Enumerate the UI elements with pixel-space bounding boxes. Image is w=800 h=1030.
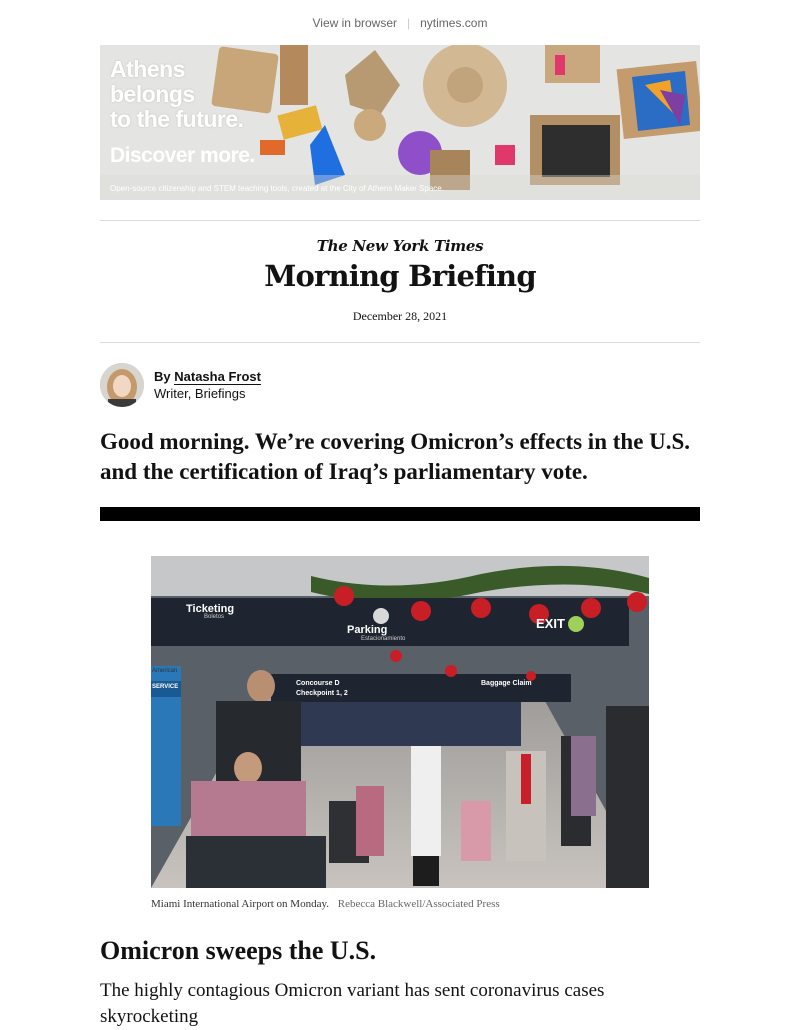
sign-service: SERVICE	[152, 684, 179, 690]
sign-parking: Parking	[347, 624, 388, 636]
ad-headline	[110, 57, 244, 132]
section-bar	[100, 507, 700, 521]
author-avatar	[100, 363, 144, 407]
sign-concourse: Concourse D	[296, 680, 340, 687]
ad-headline-line: to the future.	[110, 106, 244, 132]
author-role: Writer, Briefings	[154, 386, 246, 401]
story-headline[interactable]: Omicron sweeps the U.S.	[100, 936, 377, 965]
sign-american: American	[152, 668, 178, 674]
issue-date: December 28, 2021	[352, 309, 448, 323]
nytimes-link[interactable]: nytimes.com	[420, 15, 488, 30]
byline	[100, 343, 700, 407]
newsletter-title: Morning Briefing	[264, 259, 536, 293]
intro-text: Good morning. We’re covering Omicron’s effects in the U.S. and the certification of Iraq’s parliamentary vote.	[100, 429, 691, 484]
sign-parking-sub: Estacionamiento	[361, 636, 406, 642]
story-body: The highly contagious Omicron variant has sent coronavirus cases skyrocketing	[100, 980, 605, 1027]
top-links	[100, 0, 700, 45]
ad-headline-line: belongs	[110, 81, 195, 107]
ad-cta[interactable]: Discover more.	[110, 144, 255, 167]
view-in-browser-link[interactable]: View in browser	[312, 15, 397, 30]
photo-caption	[151, 898, 649, 910]
author-portrait	[100, 363, 144, 407]
sign-checkpoint: Checkpoint 1, 2	[296, 690, 348, 697]
caption-text: Miami International Airport on Monday.	[151, 898, 330, 910]
author-name-link[interactable]: Natasha Frost	[174, 369, 261, 384]
masthead	[100, 221, 700, 342]
sign-ticketing-sub: Boletos	[204, 614, 225, 620]
lead-photo[interactable]	[151, 556, 649, 888]
photo-credit: Rebecca Blackwell/Associated Press	[337, 898, 500, 910]
nyt-logo[interactable]: The New York Times	[316, 237, 484, 255]
separator: |	[407, 15, 411, 30]
byline-text	[154, 369, 261, 401]
advertisement-banner[interactable]	[100, 45, 700, 200]
byline-prefix: By	[154, 369, 171, 384]
ad-fine-print: Open-source citizenship and STEM teaching tools, created at the City of Athens Maker Space.	[110, 184, 444, 193]
email-container	[100, 0, 700, 1030]
sign-exit: EXIT	[536, 616, 565, 631]
sign-ticketing: Ticketing	[186, 603, 235, 615]
sign-baggage: Baggage Claim	[481, 680, 532, 687]
ad-headline-line: Athens	[110, 56, 185, 82]
